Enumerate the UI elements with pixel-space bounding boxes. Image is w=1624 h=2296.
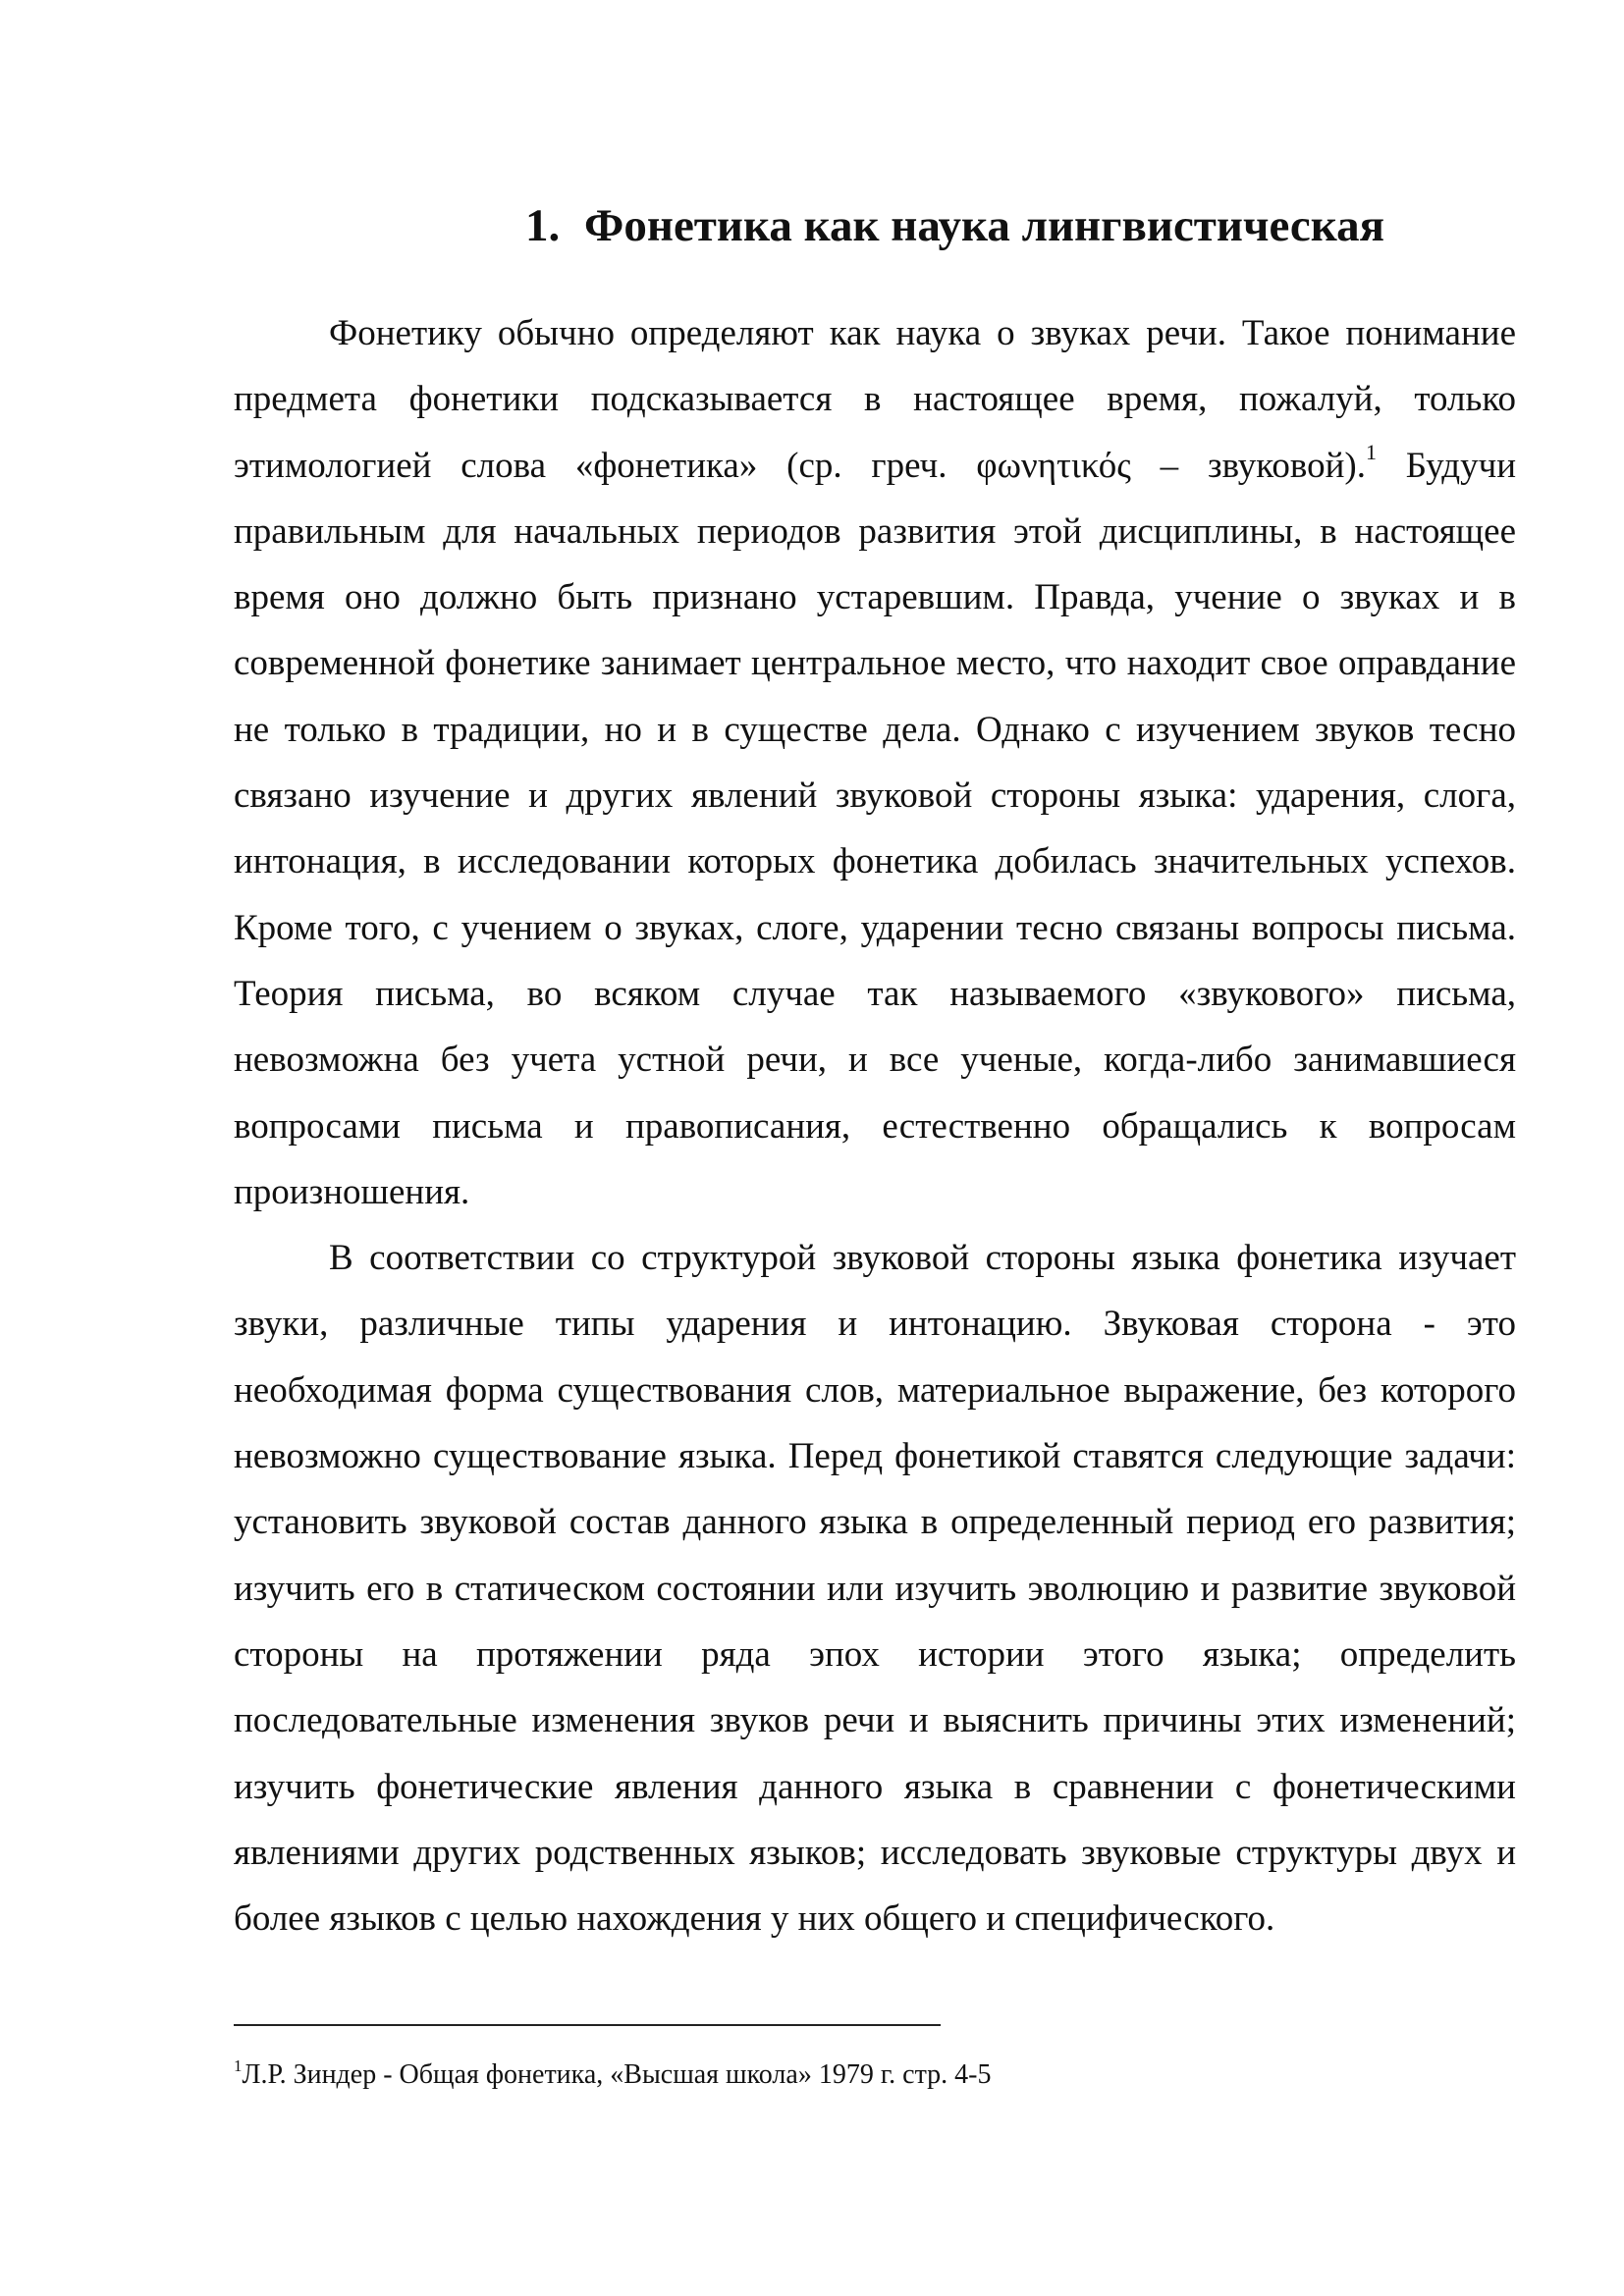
body-text	[234, 300, 1516, 1951]
paragraph-1	[234, 300, 1516, 1225]
footnote	[234, 2056, 1516, 2095]
footnote-separator	[234, 2024, 941, 2026]
paragraph-1-part-2: Будучи правильным для начальных периодов развития этой дисциплины, в настоящее время оно должно быть признано устаревшим. Правда, учение о звуках и в современной фонетике занимает центральное место, что находит свое оправдание не только в традиции, но и в существе дела. Однако с изучением звуков тесно связано изучение и других явлений звуковой стороны языка: ударения, слога, интонация, в исследовании которых фонетика добилась значительных успехов. Кроме того, с учением о звуках, слоге, ударении тесно связаны вопросы письма. Теория письма, во всяком случае так называемого «звукового» письма, невозможна без учета устной речи, и все ученые, когда-либо занимавшиеся вопросами письма и правописания, естественно обращались к вопросам произношения.	[234, 445, 1516, 1212]
chapter-heading	[525, 194, 1517, 257]
footnote-marker: 1	[234, 2056, 243, 2075]
paragraph-2: В соответствии со структурой звуковой стороны языка фонетика изучает звуки, различные типы ударения и интонацию. Звуковая сторона - это необходимая форма существования слов, материальное выражение, без которого невозможно существование языка. Перед фонетикой ставятся следующие задачи: установить звуковой состав данного языка в определенный период его развития; изучить его в статическом состоянии или изучить эволюцию и развитие звуковой стороны на протяжении ряда эпох истории этого языка; определить последовательные изменения звуков речи и выяснить причины этих изменений; изучить фонетические явления данного языка в сравнении с фонетическими явлениями других родственных языков; исследовать звуковые структуры двух и более языков с целью нахождения у них общего и специфического.	[234, 1238, 1516, 1940]
footnote-reference: 1	[1365, 439, 1377, 464]
chapter-title: Фонетика как наука лингвистическая	[584, 200, 1385, 251]
chapter-number: 1.	[525, 200, 561, 251]
footnote-text: Л.Р. Зиндер - Общая фонетика, «Высшая школа» 1979 г. стр. 4-5	[242, 2059, 992, 2090]
paragraph-1-part-1: Фонетику обычно определяют как наука о звуках речи. Такое понимание предмета фонетики подсказывается в настоящее время, пожалуй, только этимологией слова «фонетика» (ср. греч. φωνητικός – звуковой).	[234, 313, 1516, 486]
